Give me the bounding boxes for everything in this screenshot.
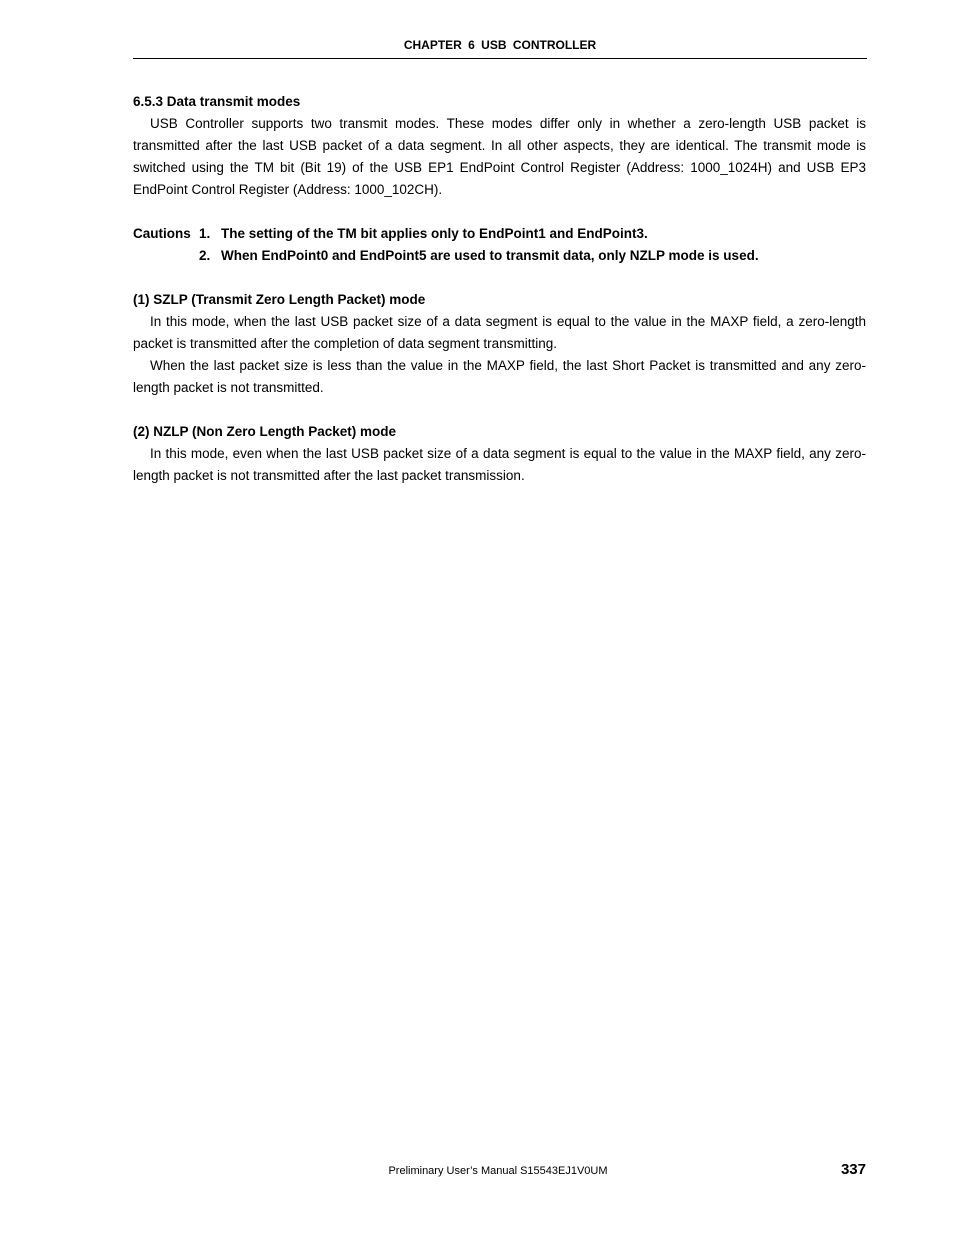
chapter-header: CHAPTER 6 USB CONTROLLER bbox=[133, 36, 867, 59]
nzlp-mode-title: (2) NZLP (Non Zero Length Packet) mode bbox=[133, 424, 397, 439]
caution-number: 2. bbox=[199, 248, 211, 263]
szlp-paragraph-2: When the last packet size is less than the value in the MAXP field, the last Short Packet is transmitted and any zero-length packet is not transmitted. bbox=[133, 358, 866, 395]
cautions-label-spacer bbox=[133, 245, 199, 267]
cautions-label: Cautions bbox=[133, 226, 191, 241]
cautions-block bbox=[133, 223, 866, 267]
page-content bbox=[133, 91, 866, 487]
szlp-mode-title: (1) SZLP (Transmit Zero Length Packet) mode bbox=[133, 292, 426, 307]
caution-text: When EndPoint0 and EndPoint5 are used to transmit data, only NZLP mode is used. bbox=[221, 248, 759, 263]
caution-number: 1. bbox=[199, 226, 211, 241]
spacer bbox=[133, 267, 866, 289]
footer-manual-id: Preliminary User’s Manual S15543EJ1V0UM bbox=[388, 1165, 608, 1177]
caution-text: The setting of the TM bit applies only to EndPoint1 and EndPoint3. bbox=[221, 226, 648, 241]
spacer bbox=[133, 399, 866, 421]
szlp-paragraph-1: In this mode, when the last USB packet size of a data segment is equal to the value in the MAXP field, a zero-length packet is transmitted after the completion of data segment transmitting. bbox=[133, 314, 866, 351]
caution-item bbox=[133, 245, 866, 267]
section-intro-paragraph: USB Controller supports two transmit modes. These modes differ only in whether a zero-length USB packet is transmitted after the last USB packet of a data segment. In all other aspects, they are identical. The transmit mode is switched using the TM bit (Bit 19) of the USB EP1 EndPoint Control Register (Address: 1000_1024H) and USB EP3 EndPoint Control Register (Address: 1000_102CH). bbox=[133, 116, 866, 197]
nzlp-paragraph-1: In this mode, even when the last USB packet size of a data segment is equal to the value in the MAXP field, any zero-length packet is not transmitted after the last packet transmission. bbox=[133, 446, 866, 483]
spacer bbox=[133, 201, 866, 223]
section-title: 6.5.3 Data transmit modes bbox=[133, 94, 301, 109]
caution-item bbox=[133, 223, 866, 245]
page-number: 337 bbox=[840, 1161, 866, 1178]
